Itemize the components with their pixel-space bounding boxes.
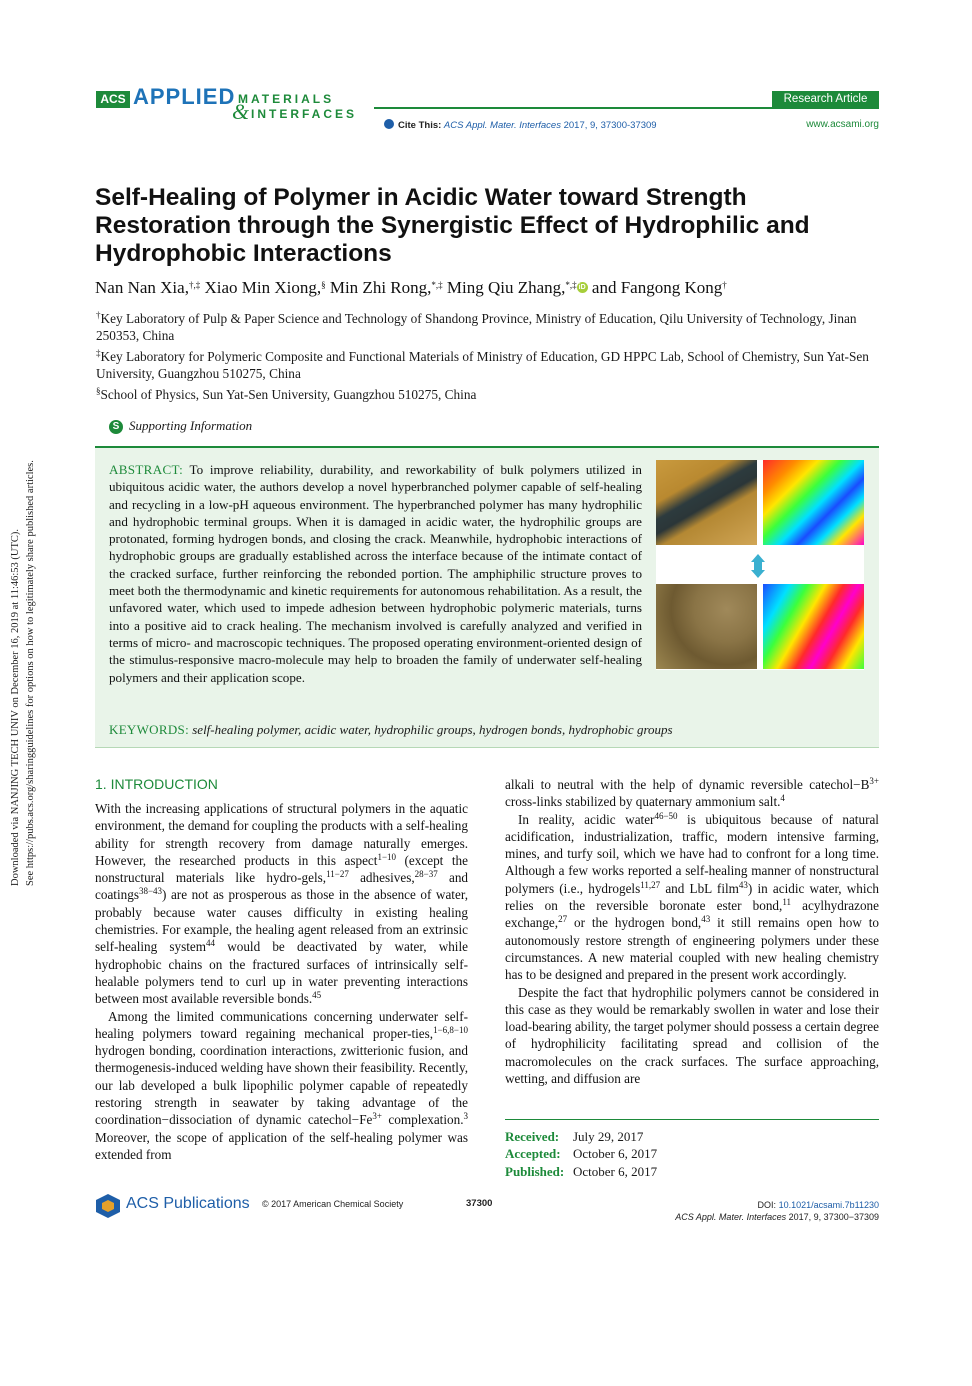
left-column [95, 800, 468, 1163]
supporting-info-icon: S [109, 420, 123, 434]
download-note-line1: Downloaded via NANJING TECH UNIV on December 16, 2019 at 11:46:53 (UTC). [10, 528, 21, 886]
publisher-name: ACS Publications [126, 1195, 250, 1212]
reference-link[interactable]: 45 [312, 990, 322, 1001]
journal-website-link[interactable]: www.acsami.org [806, 119, 879, 130]
author-marks: †,‡ [188, 280, 201, 290]
footer-citation-details: 2017, 9, 37300−37309 [788, 1212, 879, 1222]
text-run: cross-links stabilized by quaternary ammonium salt. [505, 794, 781, 810]
cite-icon[interactable] [384, 119, 394, 129]
journal-logo-materials: MATERIALS [238, 92, 335, 106]
text-run: would be deactivated by water, while hydrophobic chains on the fractured surfaces of intrinsically self-healable polymers tend to curl up in water preventing interactions between most available reversible bonds. [95, 939, 468, 1007]
abstract-text: To improve reliability, durability, and reworkability of bulk polymers utilized in ubiquitous acidic water, the authors develop a novel hyperbranched polymer capable of self-healing and recycling in a low-pH aqueous environment. The hyperbranched polymer has many hydrophilic and hydrophobic terminal groups. When it is damaged in acidic water, the hydrophilic groups are protonated, forming hydrogen bonds, and closing the crack. Meanwhile, hydrophobic interactions of hydrophobic groups are gradually established across the interface because of the intimate contact of the cracked surface, further reinforcing the rebonded portion. The amphiphilic structure proves to meet both the thermodynamic and kinetic requirements for autonomous rehabilitation. As a result, the unfavored water, which used to impede adhesion between hydrophobic polymeric materials, turns into a positive aid to crack healing. The mechanism involved is carefully analyzed and verified in terms of micro- and macroscopic techniques. The proposed operating environment-oriented design of the stimulus-responsive macro-molecule may help to broaden the family of underwater self-healing polymers and their application scope. [109, 462, 642, 685]
toc-height-map-damaged [763, 460, 864, 545]
toc-height-map-healed [763, 584, 864, 669]
affiliation-mark: † [96, 310, 101, 320]
footer-citation [640, 1211, 879, 1223]
reference-link[interactable]: 11 [782, 897, 791, 908]
reference-link[interactable]: 11,27 [640, 879, 661, 890]
author-name[interactable]: Nan Nan Xia, [95, 278, 189, 297]
abstract [109, 461, 642, 686]
date-row [505, 1163, 879, 1180]
text-run: With the increasing applications of structural polymers in the aquatic environment, the demand for coupling the products with a self-healing ability for strength recovery from damage naturally emerges. However, the researched products in this aspect [95, 801, 468, 868]
reference-link[interactable]: 4 [780, 793, 785, 804]
paragraph: Despite the fact that hydrophilic polymers cannot be considered in this case as they would be remarkably swollen in water and lose their load-bearing ability, the target polymer should possess a certain degree of hydrophilicity facilitating spread and collision of the macromolecules on the crack surfaces. The surface approaching, wetting, and diffusion are [505, 984, 879, 1087]
section-heading [95, 776, 218, 792]
section-title: INTRODUCTION [110, 776, 218, 792]
affiliation-text: School of Physics, Sun Yat-Sen University, Guangzhou 510275, China [100, 387, 477, 402]
text-run: and LbL film [660, 880, 739, 896]
text-run: In reality, acidic water [518, 811, 655, 827]
journal-logo-acs: ACS [96, 91, 130, 108]
journal-logo [96, 84, 366, 124]
cite-label: Cite This: [398, 120, 442, 131]
text-run: is ubiquitous because of natural acidification, industrialization, traffic, modern intensive farming, mines, and turfy soil, which we have had to confront for a long time. Although a few works reported a self-healing manner of nonstructural polymers (i.e., hydrogels [505, 811, 879, 896]
author-name[interactable]: Min Zhi Rong, [329, 278, 432, 297]
affiliation [96, 348, 881, 382]
affiliation [96, 386, 881, 403]
affiliation-mark: ‡ [96, 348, 101, 358]
reference-link[interactable]: 27 [558, 914, 568, 925]
download-note [8, 460, 48, 1386]
date-value: October 6, 2017 [573, 1146, 658, 1162]
paragraph [505, 811, 879, 984]
reference-link[interactable]: 43 [701, 914, 711, 925]
toc-optical-image-healed [656, 584, 757, 669]
affiliation-mark: § [96, 386, 101, 396]
cite-this[interactable] [384, 119, 657, 131]
journal-logo-interfaces: INTERFACES [251, 107, 358, 121]
supporting-info-label: Supporting Information [129, 418, 253, 433]
cite-journal: ACS Appl. Mater. Interfaces [443, 120, 561, 131]
cite-journal-link[interactable] [444, 120, 657, 131]
reference-link[interactable]: 38−43 [138, 886, 163, 897]
download-note-line2[interactable]: See https://pubs.acs.org/sharingguidelines for options on how to legitimately share published articles. [25, 460, 36, 886]
article-title: Self-Healing of Polymer in Acidic Water toward Strength Restoration through the Synergistic Effect of Hydrophilic and Hydrophobic Interactions [95, 184, 810, 267]
text-run: Moreover, the scope of application of the self-healing polymer was extended from [95, 1129, 468, 1162]
publication-dates [505, 1128, 879, 1180]
doi-block [640, 1199, 879, 1223]
keywords-text: self-healing polymer, acidic water, hydrophilic groups, hydrogen bonds, hydrophobic groups [192, 722, 673, 737]
date-label: Published: [505, 1163, 565, 1179]
text-run: adhesives, [348, 870, 415, 886]
cite-details: 2017, 9, 37300-37309 [563, 120, 657, 131]
author-marks: *,‡ [431, 280, 443, 290]
toc-graphic [656, 460, 864, 670]
orcid-icon[interactable]: iD [578, 284, 586, 291]
affiliation-text: Key Laboratory of Pulp & Paper Science and Technology of Shandong Province, Ministry of Education, Qilu University of Technology, Jinan 250353, China [96, 311, 857, 343]
author-list [95, 278, 885, 298]
date-label: Accepted: [505, 1146, 561, 1162]
reference-link[interactable]: 46−50 [654, 810, 678, 821]
text-run: or the hydrogen bond, [567, 915, 702, 931]
text-run: complexation. [381, 1112, 464, 1128]
date-row [505, 1145, 879, 1162]
reference-link[interactable]: 11−27 [326, 869, 349, 880]
dates-rule [505, 1119, 879, 1120]
superscript: 3+ [372, 1111, 382, 1122]
doi-line [640, 1199, 879, 1211]
date-value: October 6, 2017 [573, 1163, 658, 1179]
journal-logo-applied: APPLIED [133, 84, 236, 109]
right-column [505, 776, 879, 1087]
superscript: 3+ [869, 776, 879, 786]
text-run: Among the limited communications concerning underwater self-healing polymers toward regaining mechanical proper-ties, [95, 1008, 468, 1041]
keywords-label: KEYWORDS: [109, 722, 189, 737]
text-run: hydrogen bonding, coordination interactions, zwitterionic fusion, and thermogenesis-induced welding have shown their feasibility. Recently, our lab developed a bulk lipophilic polymer capable of repeatedly restoring strength in seawater by taking advantage of the coordination−dissociation of dynamic catechol−Fe [95, 1043, 468, 1128]
supporting-info-link[interactable] [109, 418, 252, 434]
author-marks: † [722, 280, 727, 290]
paragraph [95, 800, 468, 1008]
author-name[interactable]: and Fangong Kong [591, 278, 723, 297]
keywords [109, 722, 869, 738]
arrow-down-icon [751, 570, 765, 578]
author-marks: § [321, 280, 326, 290]
copyright: © 2017 American Chemical Society [262, 1199, 404, 1209]
text-run: acylhydrazone exchange, [505, 898, 879, 931]
author-name[interactable]: Xiao Min Xiong, [204, 278, 322, 297]
doi-link[interactable]: 10.1021/acsami.7b11230 [778, 1200, 879, 1210]
journal-logo-ampersand: & [232, 99, 250, 124]
reference-link[interactable]: 1−10 [377, 851, 397, 862]
acs-publications-logo[interactable] [96, 1194, 250, 1220]
affiliation [96, 310, 881, 344]
paragraph [505, 776, 879, 811]
reference-link[interactable]: 3 [463, 1111, 468, 1122]
text-run: ) are not as prosperous as those in the absence of water, probably because water causes difficulty in existing healing chemistries. For example, the healing agent released from an extrinsic self-healing system [95, 887, 468, 955]
reference-link[interactable]: 43 [738, 879, 748, 890]
section-number: 1. [95, 776, 107, 792]
reference-link[interactable]: 44 [206, 938, 216, 949]
author-marks: *,‡ [565, 280, 577, 290]
article-type-badge: Research Article [772, 91, 879, 108]
footer-citation-journal: ACS Appl. Mater. Interfaces [675, 1212, 787, 1222]
date-label: Received: [505, 1129, 560, 1144]
toc-optical-image-damaged [656, 460, 757, 545]
doi-label: DOI: [757, 1200, 777, 1210]
author-name[interactable]: Ming Qiu Zhang, [446, 278, 566, 297]
page-number: 37300 [466, 1198, 493, 1209]
abstract-label: ABSTRACT: [109, 462, 184, 477]
paragraph [95, 1008, 468, 1164]
date-value: July 29, 2017 [573, 1129, 644, 1144]
affiliation-text: Key Laboratory for Polymeric Composite and Functional Materials of Ministry of Education, GD HPPC Lab, School of Chemistry, Sun Yat-Sen University, Guangzhou 510275, China [96, 349, 869, 381]
text-run: it still remains open how to autonomously restore strength of engineering polymers under these circumstances. A new material coupled with new healing chemistry has to be designed and prepared in the present work accordingly. [505, 915, 879, 983]
reference-link[interactable]: 1−6,8−10 [433, 1024, 468, 1035]
text-run: ) in acidic water, which relies on the reversible boronate ester bond, [505, 880, 879, 914]
text-run: (except the nonstructural materials like hydro-gels, [95, 852, 468, 886]
date-row [505, 1128, 879, 1145]
affiliations [96, 310, 881, 407]
text-run: and coatings [95, 870, 469, 903]
text-run: alkali to neutral with the help of dynamic reversible catechol−B [505, 777, 870, 792]
reference-link[interactable]: 28−37 [414, 869, 438, 880]
